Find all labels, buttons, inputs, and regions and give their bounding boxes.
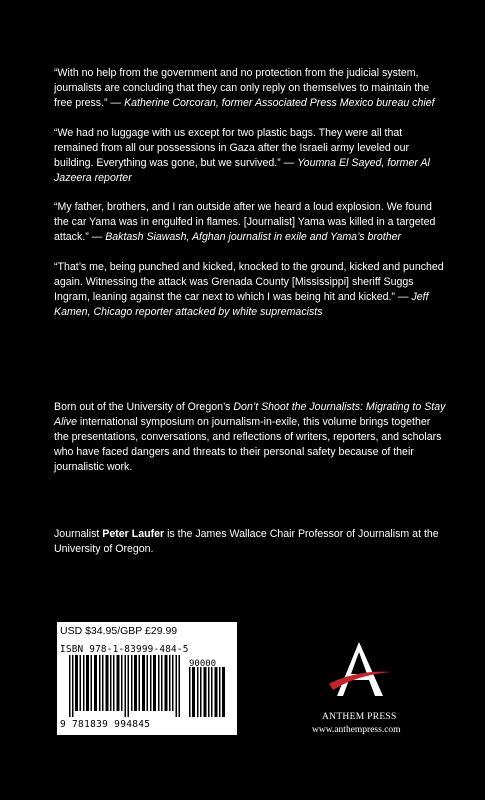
- quotes-section: [54, 66, 444, 334]
- author-name: Peter Laufer: [102, 528, 165, 540]
- quote-attribution: Youmna El Sayed, former Al Jazeera reporter: [54, 156, 430, 184]
- quote-text: “My father, brothers, and I ran outside after we heard a loud explosion. We found the car Yama was in engulfed in flames. [Journalist] Yama was killed in a targeted attack.” —: [54, 201, 436, 243]
- description-text: international symposium on journalism-in-exile, this volume brings together the presentations, conversations, and reflections of writers, reporters, and scholars who have faced dangers and threats to their personal safety because of their journalistic work.: [54, 416, 442, 473]
- anthem-a-logo-icon: [323, 640, 395, 702]
- quote-text: “With no help from the government and no protection from the judicial system, journalists are concluding that they can only reply on themselves to maintain the free press.” —: [54, 67, 430, 109]
- author-bio-text: Journalist: [54, 528, 103, 540]
- publisher-name: ANTHEM PRESS: [322, 712, 397, 722]
- quote-attribution: Baktash Siawash, Afghan journalist in exile and Yama’s brother: [105, 231, 402, 243]
- description-text: Born out of the University of Oregon’s: [54, 401, 234, 413]
- publisher-website: www.anthempress.com: [312, 725, 401, 735]
- symposium-title: Don’t Shoot the Journalists: Migrating to Stay Alive: [54, 401, 446, 428]
- addon-code: 90000: [189, 659, 217, 669]
- quote-corcoran: [54, 66, 444, 111]
- quote-text: “We had no luggage with us except for two plastic bags. They were all that remained from all our possessions in Gaza after the Israeli army leveled our building. Everything was gone, but we survived.” —: [54, 126, 410, 169]
- isbn-label: ISBN 978-1-83999-484-5: [60, 644, 189, 655]
- author-bio-text: is the James Wallace Chair Professor of Journalism at the University of Oregon.: [54, 528, 439, 555]
- price-label: USD $34.95/GBP £29.99: [60, 625, 178, 637]
- quote-siawash: [54, 200, 444, 245]
- quote-attribution: Jeff Kamen, Chicago reporter attacked by white supremacists: [54, 290, 429, 318]
- quote-el-sayed: [54, 126, 444, 186]
- quote-kamen: [54, 260, 444, 320]
- quote-attribution: Katherine Corcoran, former Associated Press Mexico bureau chief: [124, 97, 435, 109]
- quote-text: “That’s me, being punched and kicked, knocked to the ground, kicked and punched again. Witnessing the attack was Grenada County [Mississippi] sheriff Suggs Ingram, leaning against the car next to which I was being hit and kicked.” —: [54, 260, 444, 303]
- barcode-number: 9 781839 994845: [60, 719, 151, 730]
- author-bio: [54, 527, 446, 557]
- barcode-box: [57, 622, 237, 735]
- book-description: [54, 400, 446, 475]
